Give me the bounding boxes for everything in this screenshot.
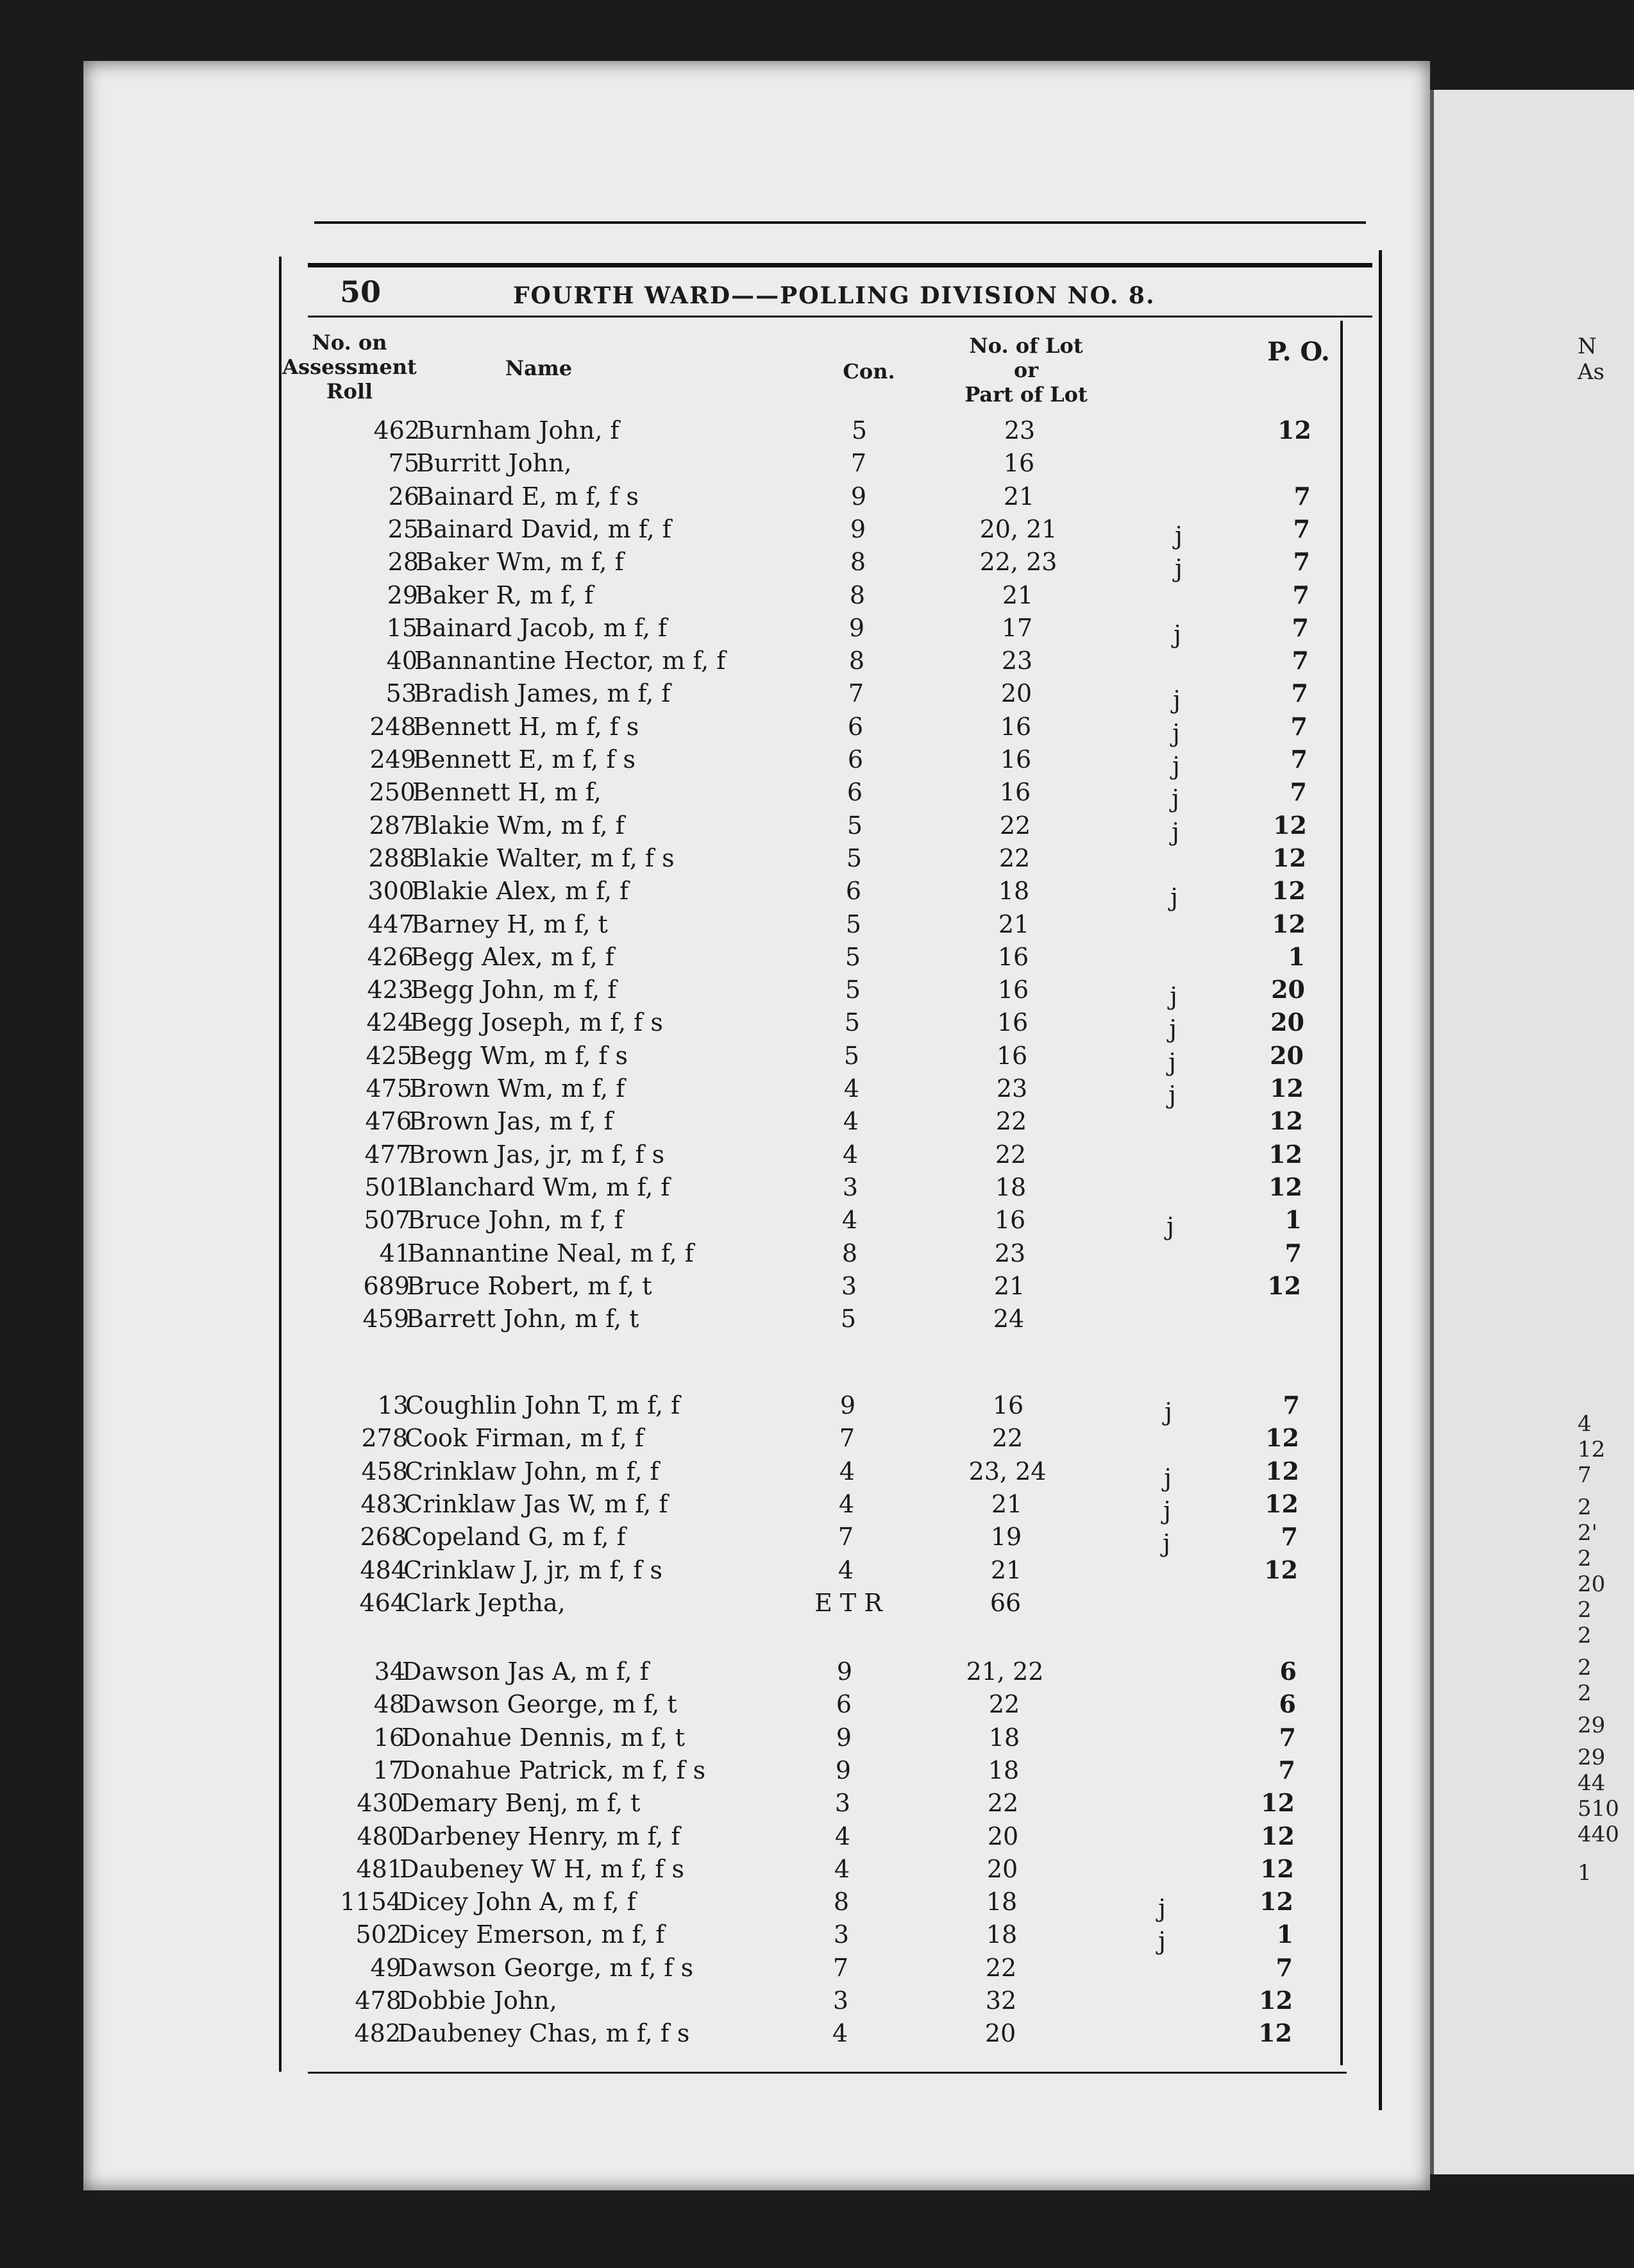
voter-name: Bruce John, m f, f <box>407 1206 623 1235</box>
lot-number: 23 <box>1004 416 1036 444</box>
concession: 4 <box>843 1074 860 1103</box>
concession: 5 <box>846 811 863 840</box>
lot-number: 18 <box>986 1888 1018 1917</box>
roll-number: 288 <box>368 843 415 872</box>
roll-number: 424 <box>366 1008 413 1037</box>
juror-mark: j <box>1158 1894 1166 1923</box>
concession: 5 <box>843 1041 860 1070</box>
facing-page-fragment-text: 1 <box>1578 1860 1592 1886</box>
voter-name: Blakie Walter, m f, f s <box>412 843 675 872</box>
concession: 5 <box>845 976 861 1004</box>
post-office: 12 <box>1264 1555 1298 1584</box>
juror-mark: j <box>1172 752 1180 780</box>
post-office: 7 <box>1276 1952 1293 1982</box>
lot-number: 21 <box>998 910 1030 938</box>
post-office: 7 <box>1291 679 1308 708</box>
post-office: 12 <box>1261 1788 1295 1818</box>
concession: 3 <box>833 1920 850 1949</box>
lot-number: 22 <box>988 1690 1020 1719</box>
roll-number: 287 <box>369 811 416 840</box>
roll-number: 477 <box>364 1140 411 1169</box>
voter-name: Dawson Jas A, m f, f <box>402 1657 649 1686</box>
facing-page-fragment-text: 44 <box>1578 1770 1606 1796</box>
lot-number: 16 <box>1000 712 1032 741</box>
facing-page-fragment-text: 20 <box>1578 1571 1606 1597</box>
post-office: 12 <box>1258 2018 1292 2048</box>
concession: 9 <box>836 1723 852 1752</box>
voter-name: Brown Jas, jr, m f, f s <box>408 1140 665 1169</box>
lot-number: 21 <box>993 1271 1025 1300</box>
voter-name: Burnham John, f <box>417 416 619 444</box>
lot-number: 16 <box>992 1391 1024 1419</box>
lot-number: 66 <box>990 1588 1022 1617</box>
post-office: 12 <box>1277 416 1311 444</box>
concession: 5 <box>844 1008 861 1037</box>
post-office: 12 <box>1268 1172 1302 1201</box>
lot-number: 16 <box>997 1008 1029 1037</box>
roll-number: 483 <box>360 1489 407 1518</box>
roll-number: 476 <box>365 1107 412 1136</box>
concession: 4 <box>834 1822 851 1850</box>
juror-mark: j <box>1163 1529 1170 1558</box>
post-office: 1 <box>1276 1920 1293 1949</box>
concession: 3 <box>834 1789 851 1818</box>
juror-mark: j <box>1173 686 1181 715</box>
voter-name: Donahue Patrick, m f, f s <box>401 1756 706 1784</box>
lot-number: 18 <box>998 877 1030 906</box>
facing-page-fragment-text: 2 <box>1578 1597 1592 1623</box>
lot-number: 18 <box>988 1756 1020 1784</box>
concession: 6 <box>846 778 863 807</box>
roll-number: 250 <box>369 778 416 807</box>
facing-page-fragment-text: 29 <box>1578 1713 1606 1738</box>
concession: 6 <box>847 745 864 774</box>
voter-name: Darbeney Henry, m f, f <box>400 1822 680 1850</box>
voter-name: Crinklaw John, m f, f <box>405 1457 659 1485</box>
juror-mark: j <box>1165 1398 1172 1426</box>
voter-name: Brown Wm, m f, f <box>409 1074 625 1103</box>
col-head-roll-line3: Roll <box>326 379 373 403</box>
voter-name: Bennett H, m f, f s <box>413 712 639 741</box>
post-office: 12 <box>1272 909 1306 938</box>
voter-name: Barney H, m f, t <box>411 910 608 938</box>
facing-page-fragment-text: 2 <box>1578 1623 1592 1648</box>
facing-page-fragment-text: N <box>1578 334 1597 359</box>
post-office: 7 <box>1293 547 1310 577</box>
roll-number: 300 <box>367 877 414 906</box>
post-office: 20 <box>1270 1008 1304 1037</box>
lot-number: 32 <box>985 1986 1017 2015</box>
post-office: 12 <box>1272 876 1306 906</box>
col-head-lot-line1: No. of Lot <box>969 334 1083 358</box>
roll-number: 17 <box>373 1756 404 1784</box>
lot-number: 20 <box>987 1822 1019 1850</box>
roll-number: 502 <box>355 1920 402 1949</box>
juror-mark: j <box>1168 1081 1176 1109</box>
juror-mark: j <box>1172 817 1179 846</box>
page-title: FOURTH WARD——POLLING DIVISION NO. 8. <box>513 282 1156 309</box>
top-rule-thick <box>308 263 1372 267</box>
facing-page-fragment-text: 2 <box>1578 1680 1592 1706</box>
roll-number: 40 <box>386 647 417 675</box>
post-office: 6 <box>1279 1657 1297 1686</box>
col-head-roll <box>269 330 430 403</box>
concession: 9 <box>850 514 866 543</box>
facing-page-fragment-text: 510 <box>1578 1796 1619 1822</box>
concession: 5 <box>851 416 868 444</box>
concession: 9 <box>839 1391 856 1419</box>
post-office: 12 <box>1265 1489 1299 1518</box>
concession: 4 <box>839 1457 855 1485</box>
post-office: 1 <box>1284 1205 1302 1235</box>
lot-number: 21 <box>1002 580 1034 609</box>
post-office: 12 <box>1265 1456 1299 1485</box>
voter-name: Bainard Jacob, m f, f <box>414 613 668 642</box>
facing-page-fragment-text: 2 <box>1578 1546 1592 1571</box>
lot-number: 21, 22 <box>966 1657 1044 1686</box>
facing-page-fragment-text: 12 <box>1578 1437 1606 1462</box>
facing-page-fragment-text: 29 <box>1578 1745 1606 1770</box>
voter-name: Bannantine Hector, m f, f <box>414 647 726 675</box>
lot-number: 24 <box>993 1305 1025 1333</box>
lot-number: 22 <box>985 1953 1017 1982</box>
roll-number: 501 <box>364 1172 411 1201</box>
lot-number: 23 <box>1001 647 1033 675</box>
right-frame-line <box>1340 321 1343 2065</box>
post-office: 12 <box>1259 1986 1293 2015</box>
concession: 4 <box>838 1555 854 1584</box>
roll-number: 464 <box>359 1588 406 1617</box>
concession: 7 <box>848 679 864 708</box>
lot-number: 21 <box>990 1555 1022 1584</box>
juror-mark: j <box>1172 784 1179 813</box>
voter-name: Begg Wm, m f, f s <box>409 1041 628 1070</box>
voter-name: Burritt John, <box>416 449 572 478</box>
juror-mark: j <box>1174 620 1181 648</box>
concession: 5 <box>845 910 862 938</box>
juror-mark: j <box>1175 521 1183 550</box>
roll-number: 75 <box>388 449 419 478</box>
concession: 5 <box>846 843 863 872</box>
facing-page-fragment-text: 2 <box>1578 1494 1592 1520</box>
post-office: 12 <box>1268 1139 1302 1169</box>
roll-number: 29 <box>387 580 418 609</box>
lot-number: 17 <box>1001 613 1033 642</box>
post-office: 20 <box>1270 1040 1304 1070</box>
lot-number: 21 <box>1003 482 1035 511</box>
voter-name: Bainard David, m f, f <box>416 514 671 543</box>
voter-name: Donahue Dennis, m f, t <box>401 1723 685 1752</box>
post-office: 7 <box>1284 1238 1302 1267</box>
juror-mark: j <box>1172 718 1180 747</box>
roll-number: 481 <box>356 1854 403 1883</box>
juror-mark: j <box>1169 1015 1177 1044</box>
concession: 8 <box>833 1888 850 1917</box>
post-office: 7 <box>1279 1722 1296 1752</box>
concession: 9 <box>848 613 865 642</box>
facing-page-fragment-text: 2' <box>1578 1520 1597 1546</box>
post-office: 1 <box>1288 942 1305 971</box>
concession: 4 <box>843 1107 859 1136</box>
post-office: 7 <box>1290 711 1308 741</box>
concession: 4 <box>832 2019 848 2048</box>
concession: 6 <box>847 712 864 741</box>
voter-name: Daubeney Chas, m f, f s <box>398 2019 690 2048</box>
voter-name: Dawson George, m f, f s <box>398 1953 694 1982</box>
concession: 6 <box>836 1690 852 1719</box>
voter-name: Crinklaw Jas W, m f, f <box>404 1489 668 1518</box>
facing-page-fragment-text: 440 <box>1578 1822 1619 1847</box>
post-office: 12 <box>1272 843 1306 872</box>
voter-name: Begg Joseph, m f, f s <box>410 1008 663 1037</box>
concession: E T R <box>814 1588 882 1617</box>
voter-name: Baker Wm, m f, f <box>416 548 624 577</box>
lot-number: 18 <box>988 1723 1020 1752</box>
voter-name: Daubeney W H, m f, f s <box>400 1854 684 1883</box>
roll-number: 507 <box>364 1206 410 1235</box>
lot-number: 22 <box>999 811 1031 840</box>
concession: 8 <box>849 580 866 609</box>
post-office: 7 <box>1283 1391 1300 1419</box>
voter-name: Dicey Emerson, m f, f <box>399 1920 665 1949</box>
roll-number: 15 <box>386 613 417 642</box>
voter-name: Coughlin John T, m f, f <box>405 1391 680 1419</box>
voter-name: Bennett E, m f, f s <box>413 745 636 774</box>
voter-name: Bruce Robert, m f, t <box>407 1271 652 1300</box>
concession: 7 <box>838 1523 854 1552</box>
juror-mark: j <box>1175 554 1183 583</box>
post-office: 12 <box>1261 1821 1295 1850</box>
concession: 5 <box>845 942 861 971</box>
voter-name: Clark Jeptha, <box>403 1588 566 1617</box>
voter-name: Barrett John, m f, t <box>406 1305 639 1333</box>
concession: 9 <box>836 1657 853 1686</box>
roll-number: 268 <box>360 1523 407 1552</box>
roll-number: 1154 <box>340 1888 402 1917</box>
voter-name: Bennett H, m f, <box>412 778 602 807</box>
concession: 8 <box>841 1239 858 1267</box>
lot-number: 22 <box>995 1107 1027 1136</box>
lot-number: 22 <box>998 843 1031 872</box>
post-office: 7 <box>1292 646 1309 675</box>
voter-name: Dobbie John, <box>398 1986 557 2015</box>
lot-number: 18 <box>995 1172 1027 1201</box>
post-office: 12 <box>1267 1271 1301 1300</box>
juror-mark: j <box>1158 1927 1166 1956</box>
juror-mark: j <box>1167 1212 1174 1241</box>
post-office: 6 <box>1279 1689 1296 1719</box>
lot-number: 16 <box>994 1206 1026 1235</box>
roll-number: 28 <box>387 548 419 577</box>
roll-number: 458 <box>361 1457 408 1485</box>
roll-number: 475 <box>366 1074 412 1103</box>
roll-number: 426 <box>367 942 414 971</box>
lot-number: 22, 23 <box>979 548 1057 577</box>
post-office: 7 <box>1290 745 1308 774</box>
roll-number: 16 <box>373 1723 405 1752</box>
roll-number: 482 <box>354 2019 401 2048</box>
roll-number: 48 <box>373 1690 405 1719</box>
concession: 5 <box>840 1305 857 1333</box>
facing-page-fragment-text: 4 <box>1578 1411 1592 1437</box>
col-head-lot-line2: or <box>1013 358 1039 382</box>
roll-number: 430 <box>357 1789 403 1818</box>
col-head-roll-line1: No. on <box>312 330 387 355</box>
roll-number: 425 <box>366 1041 412 1070</box>
col-head-roll-line2: Assessment <box>282 355 417 379</box>
post-office: 7 <box>1290 777 1307 807</box>
roll-number: 278 <box>361 1424 408 1453</box>
roll-number: 49 <box>370 1953 401 1982</box>
concession: 4 <box>841 1206 858 1235</box>
post-office: 7 <box>1293 514 1310 543</box>
lot-number: 20 <box>1000 679 1032 708</box>
col-head-lot-line3: Part of Lot <box>964 382 1088 407</box>
voter-name: Cook Firman, m f, f <box>405 1424 644 1453</box>
roll-number: 249 <box>369 745 416 774</box>
lot-number: 16 <box>1000 745 1032 774</box>
voter-name: Blanchard Wm, m f, f <box>408 1172 670 1201</box>
concession: 7 <box>839 1424 855 1453</box>
lot-number: 16 <box>999 778 1031 807</box>
roll-number: 13 <box>377 1391 408 1419</box>
post-office: 12 <box>1273 810 1307 840</box>
voter-name: Bradish James, m f, f <box>414 679 671 708</box>
facing-page-fragment <box>1430 90 1634 2174</box>
lot-number: 22 <box>995 1140 1027 1169</box>
lot-number: 16 <box>997 942 1029 971</box>
lot-number: 18 <box>986 1920 1018 1949</box>
facing-page-fragment-text: 7 <box>1578 1462 1592 1488</box>
juror-mark: j <box>1163 1496 1171 1525</box>
concession: 3 <box>832 1986 849 2015</box>
roll-number: 25 <box>387 514 419 543</box>
concession: 6 <box>845 877 862 906</box>
concession: 9 <box>835 1756 852 1784</box>
post-office: 7 <box>1292 613 1309 642</box>
lot-number: 20 <box>986 1854 1018 1883</box>
concession: 7 <box>832 1953 849 1982</box>
lot-number: 21 <box>991 1489 1023 1518</box>
top-rule-thin <box>314 221 1366 224</box>
roll-number: 480 <box>357 1822 403 1850</box>
page-number: 50 <box>340 275 382 309</box>
post-office: 7 <box>1292 580 1310 609</box>
roll-number: 689 <box>363 1271 410 1300</box>
roll-number: 248 <box>369 712 416 741</box>
voter-name: Bainard E, m f, f s <box>416 482 639 511</box>
header-rule <box>308 316 1372 317</box>
post-office: 12 <box>1269 1106 1303 1136</box>
col-head-name: Name <box>505 356 573 380</box>
post-office: 7 <box>1281 1522 1298 1552</box>
roll-number: 34 <box>374 1657 405 1686</box>
bottom-rule <box>308 2072 1347 2074</box>
roll-number: 459 <box>362 1305 409 1333</box>
post-office: 12 <box>1259 1887 1293 1917</box>
concession: 4 <box>838 1489 855 1518</box>
voter-name: Brown Jas, m f, f <box>408 1107 613 1136</box>
post-office: 7 <box>1278 1755 1295 1784</box>
concession: 8 <box>850 548 866 577</box>
voter-name: Begg John, m f, f <box>410 976 617 1004</box>
voter-name: Dicey John A, m f, f <box>399 1888 636 1917</box>
lot-number: 16 <box>996 1041 1028 1070</box>
concession: 4 <box>842 1140 859 1169</box>
lot-number: 20 <box>984 2019 1016 2048</box>
lot-number: 20, 21 <box>979 514 1057 543</box>
roll-number: 26 <box>388 482 419 511</box>
col-head-con: Con. <box>843 359 895 384</box>
roll-number: 484 <box>360 1555 407 1584</box>
juror-mark: j <box>1170 883 1178 912</box>
voter-name: Dawson George, m f, t <box>401 1690 677 1719</box>
lot-number: 16 <box>1003 449 1035 478</box>
juror-mark: j <box>1170 982 1177 1011</box>
post-office: 12 <box>1265 1423 1299 1453</box>
lot-number: 16 <box>997 976 1029 1004</box>
voter-name: Demary Benj, m f, t <box>400 1789 641 1818</box>
right-frame-outer <box>1379 250 1382 2110</box>
voter-name: Bannantine Neal, m f, f <box>407 1239 694 1267</box>
voter-name: Blakie Alex, m f, f <box>411 877 629 906</box>
concession: 3 <box>841 1271 857 1300</box>
lot-number: 23 <box>994 1239 1026 1267</box>
left-frame-line <box>279 257 282 2072</box>
roll-number: 447 <box>367 910 414 938</box>
voter-name: Copeland G, m f, f <box>403 1523 626 1552</box>
post-office: 7 <box>1293 481 1311 511</box>
voter-name: Baker R, m f, f <box>415 580 594 609</box>
concession: 7 <box>850 449 867 478</box>
roll-number: 423 <box>367 976 414 1004</box>
voter-name: Blakie Wm, m f, f <box>412 811 625 840</box>
concession: 8 <box>848 647 865 675</box>
post-office: 12 <box>1270 1074 1304 1103</box>
concession: 4 <box>834 1854 850 1883</box>
col-head-lot <box>943 334 1109 407</box>
concession: 9 <box>850 482 867 511</box>
juror-mark: j <box>1164 1463 1172 1492</box>
lot-number: 22 <box>987 1789 1019 1818</box>
lot-number: 23 <box>996 1074 1028 1103</box>
roll-number: 53 <box>385 679 417 708</box>
lot-number: 19 <box>990 1523 1022 1552</box>
facing-page-fragment-text: 2 <box>1578 1655 1592 1680</box>
facing-page-fragment-text: As <box>1578 359 1605 385</box>
lot-number: 23, 24 <box>968 1457 1047 1485</box>
concession: 3 <box>842 1172 859 1201</box>
voter-name: Crinklaw J, jr, m f, f s <box>403 1555 663 1584</box>
roll-number: 478 <box>355 1986 401 2015</box>
post-office: 20 <box>1271 975 1305 1004</box>
roll-number: 462 <box>373 416 420 444</box>
col-head-po: P. O. <box>1267 337 1330 367</box>
juror-mark: j <box>1168 1047 1176 1076</box>
post-office: 12 <box>1260 1854 1294 1883</box>
lot-number: 22 <box>991 1424 1023 1453</box>
roll-number: 41 <box>379 1239 410 1267</box>
voter-name: Begg Alex, m f, f <box>410 942 614 971</box>
